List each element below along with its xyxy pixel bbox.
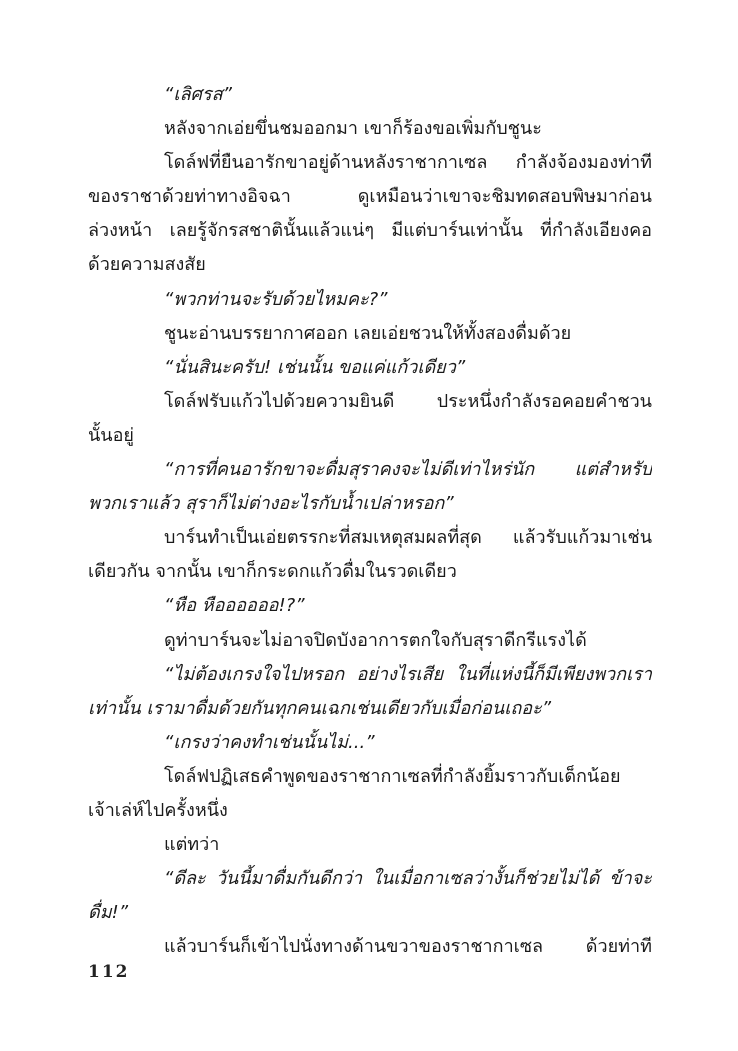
dialogue-line: “การที่คนอารักขาจะดื่มสุราคงจะไม่ดีเท่าไหร่นัก แต่สำหรับ	[164, 459, 652, 481]
narration-line: ล่วงหน้า เลยรู้จักรสชาตินั้นแล้วแน่ๆ มีแต่บาร์นเท่านั้น ที่กำลังเอียงคอ	[88, 220, 652, 242]
page-number: 112	[88, 962, 130, 982]
narration-line: แต่ทว่า	[164, 834, 220, 856]
narration-line: โดล์ฟปฏิเสธคำพูดของราชากาเซลที่กำลังยิ้มราวกับเด็กน้อย	[164, 765, 621, 787]
dialogue-line: เท่านั้น เรามาดื่มด้วยกันทุกคนเฉกเช่นเดียวกับเมื่อก่อนเถอะ”	[88, 697, 552, 719]
dialogue-line: ดื่ม!”	[88, 902, 129, 924]
narration-line: ดูท่าบาร์นจะไม่อาจปิดบังอาการตกใจกับสุราดีกรีแรงได้	[164, 629, 587, 651]
dialogue-line: “ดีละ วันนี้มาดื่มกันดีกว่า ในเมื่อกาเซลว่างั้นก็ช่วยไม่ได้ ข้าจะ	[164, 868, 652, 890]
narration-line: ด้วยความสงสัย	[88, 254, 206, 276]
narration-line: เดียวกัน จากนั้น เขาก็กระดกแก้วดื่มในรวดเดียว	[88, 561, 457, 583]
narration-line: เจ้าเล่ห์ไปครั้งหนึ่ง	[88, 799, 228, 821]
narration-line: ชูนะอ่านบรรยากาศออก เลยเอ่ยชวนให้ทั้งสองดื่มด้วย	[164, 322, 572, 344]
body-text	[88, 78, 652, 964]
narration-line: หลังจากเอ่ยขึ่นชมออกมา เขาก็ร้องขอเพิ่มกับชูนะ	[164, 118, 542, 140]
dialogue-line: “นั่นสินะครับ! เช่นนั้น ขอแค่แก้วเดียว”	[164, 356, 466, 378]
narration-line: บาร์นทำเป็นเอ่ยตรรกะที่สมเหตุสมผลที่สุด แล้วรับแก้วมาเช่น	[164, 527, 652, 549]
dialogue-line: “เลิศรส”	[164, 84, 232, 105]
dialogue-line: “พวกท่านจะรับด้วยไหมคะ?”	[164, 288, 388, 310]
narration-line: แล้วบาร์นก็เข้าไปนั่งทางด้านขวาของราชากาเซล ด้วยท่าที	[164, 936, 652, 958]
narration-line: โดล์ฟรับแก้วไปด้วยความยินดี ประหนึ่งกำลังรอคอยคำชวน	[164, 390, 652, 412]
dialogue-line: “ไม่ต้องเกรงใจไปหรอก อย่างไรเสีย ในที่แห่งนี้ก็มีเพียงพวกเรา	[164, 663, 652, 685]
dialogue-line: “หือ หืออออออ!?”	[164, 595, 305, 617]
narration-line: นั้นอยู่	[88, 424, 134, 446]
dialogue-line: “เกรงว่าคงทำเช่นนั้นไม่...”	[164, 731, 375, 753]
dialogue-line: พวกเราแล้ว สุราก็ไม่ต่างอะไรกับน้ำเปล่าหรอก”	[88, 493, 454, 515]
narration-line: ของราชาด้วยท่าทางอิจฉา ดูเหมือนว่าเขาจะชิมทดสอบพิษมาก่อน	[88, 186, 652, 208]
narration-line: โดล์ฟที่ยืนอารักขาอยู่ด้านหลังราชากาเซล กำลังจ้องมองท่าที	[164, 152, 652, 174]
